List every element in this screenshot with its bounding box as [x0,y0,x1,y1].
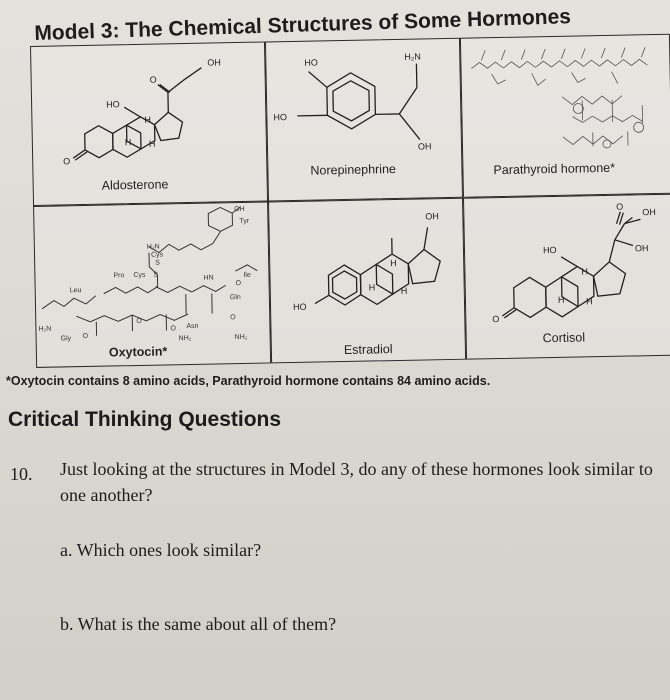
svg-text:O: O [63,156,71,167]
svg-text:Gly: Gly [60,335,72,343]
oxytocin-cell [33,201,271,367]
svg-text:O: O [136,317,142,326]
footnote: *Oxytocin contains 8 amino acids, Parathyroid hormone contains 84 amino acids. [6,374,491,388]
estradiol-structure [269,199,467,365]
question-part-a: a. Which ones look similar? [60,540,262,560]
svg-text:H: H [557,294,565,305]
parathyroid-cell [460,34,670,198]
svg-text:NH₂: NH₂ [234,333,248,342]
estradiol-label: Estradiol [343,342,393,358]
question-part-b: b. What is the same about all of them? [60,614,337,634]
svg-text:H₂N: H₂N [404,51,421,62]
norepinephrine-label: Norepinephrine [310,161,397,178]
norepinephrine-cell [265,38,463,202]
svg-text:OH: OH [425,211,439,222]
svg-text:HO: HO [304,57,318,68]
svg-text:OH: OH [234,205,245,214]
svg-text:H: H [585,296,593,307]
svg-text:H₂N: H₂N [146,243,160,251]
svg-text:O: O [170,325,176,333]
estradiol-cell [268,198,466,364]
question-text: Just looking at the structures in Model 3, do any of these hormones look similar to one another? [60,459,653,505]
svg-text:O: O [82,332,89,341]
svg-text:Cys: Cys [150,251,164,259]
hormone-structures-grid [30,34,670,368]
svg-text:Tyr: Tyr [239,217,250,226]
svg-text:H: H [144,114,152,125]
svg-text:OH: OH [642,207,656,218]
svg-text:NH₂: NH₂ [178,334,192,343]
svg-text:H: H [581,266,589,277]
svg-text:HO: HO [542,244,557,256]
svg-text:Gln: Gln [229,294,241,302]
svg-text:OH: OH [417,141,432,152]
svg-text:HN: HN [203,274,214,282]
svg-text:O: O [492,314,500,325]
aldosterone-label: Aldosterone [101,177,169,193]
svg-text:O: O [235,279,242,288]
svg-text:OH: OH [634,243,649,254]
svg-text:H: H [390,258,397,269]
svg-text:H: H [400,285,408,296]
cortisol-cell [463,194,670,360]
svg-text:HO: HO [106,99,120,110]
svg-text:OH: OH [207,57,221,68]
parathyroid-label: Parathyroid hormone* [493,160,616,178]
question-number: 10. [10,464,33,484]
svg-text:Pro: Pro [113,272,125,280]
oxytocin-label: Oxytocin* [108,344,168,360]
norepinephrine-structure [266,39,464,203]
aldosterone-cell [30,41,268,205]
svg-text:HO: HO [292,301,307,312]
svg-text:O: O [230,314,236,322]
svg-text:H: H [124,137,132,148]
svg-text:H: H [148,138,156,149]
svg-text:S: S [155,259,160,267]
svg-text:Ile: Ile [243,271,251,279]
model-title: Model 3: The Chemical Structures of Some Hormones [34,5,572,45]
cortisol-label: Cortisol [542,330,586,346]
section-heading: Critical Thinking Questions [8,408,282,431]
svg-text:O: O [616,201,624,212]
svg-text:S: S [153,271,159,279]
svg-text:HO: HO [273,112,288,123]
svg-text:Cys: Cys [133,271,146,280]
svg-text:H: H [368,282,376,293]
svg-text:H₂N: H₂N [38,325,52,333]
svg-text:Leu: Leu [69,287,82,295]
svg-text:Asn: Asn [186,322,199,331]
svg-text:O: O [149,74,157,85]
